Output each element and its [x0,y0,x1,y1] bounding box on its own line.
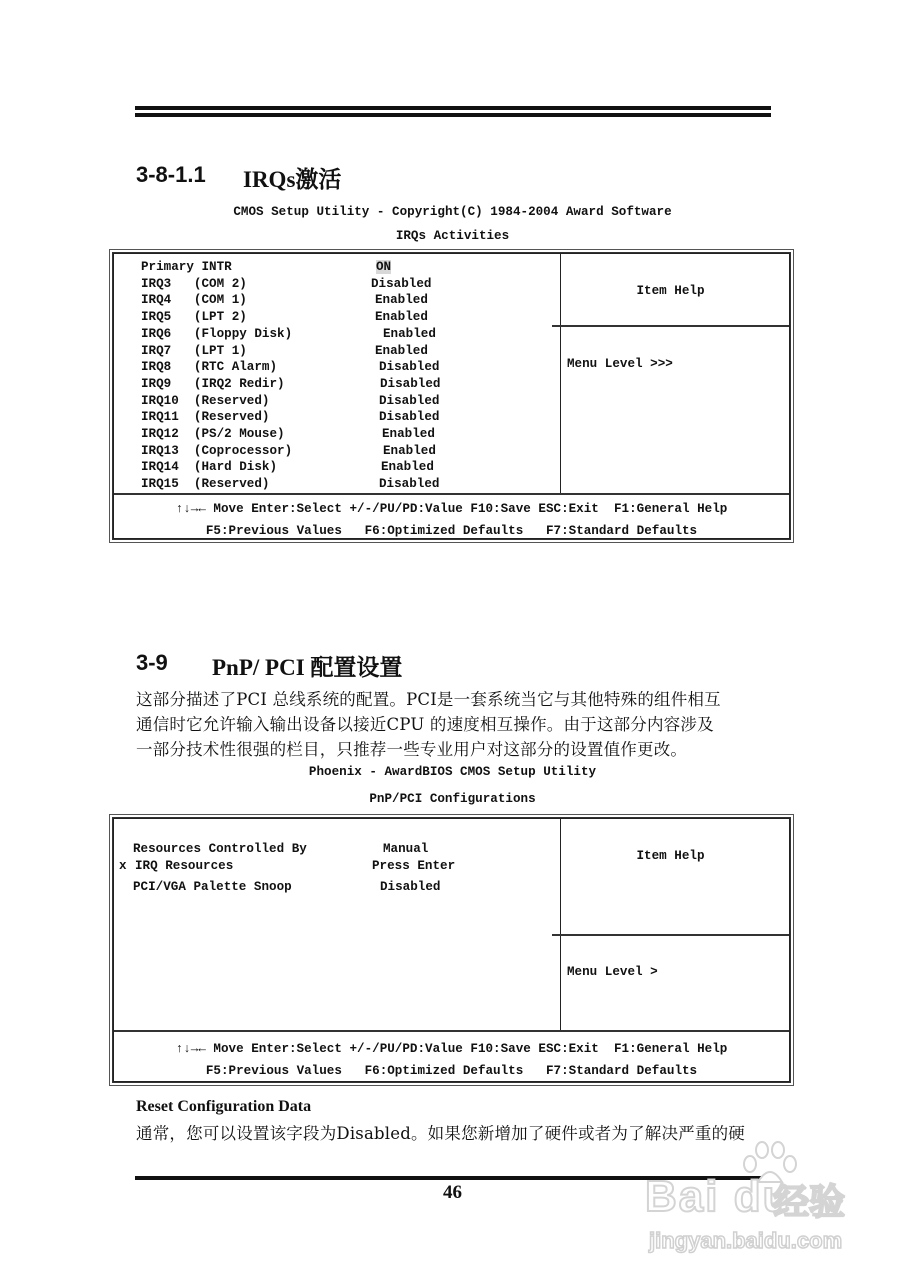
bios-subtitle-1: IRQs Activities [395,229,510,243]
setting-label: IRQ12 (PS/2 Mouse) [141,427,285,441]
setting-value: Press Enter [372,859,456,873]
bios-frame [113,253,790,539]
help-pane [552,254,789,493]
setting-label: IRQ14 (Hard Disk) [141,460,278,475]
setting-label: IRQ7 (LPT 1) [141,343,247,358]
help-pane [552,819,789,1030]
setting-value[interactable]: Enabled [383,326,436,341]
setting-value[interactable]: Enabled [381,460,434,475]
setting-value[interactable]: Enabled [375,293,428,308]
setting-value[interactable]: Disabled [380,376,441,391]
bios-header-2: Phoenix - AwardBIOS CMOS Setup Utility [308,765,597,779]
page-number: 46 [443,1182,462,1203]
bios-frame [113,818,790,1082]
baidu-brand-cn: 经验 [773,1182,846,1223]
setting-value[interactable]: Disabled [379,393,440,408]
disabled-marker: x [119,859,127,873]
setting-label: IRQ15 (Reserved) [141,477,270,492]
setting-value[interactable]: Enabled [375,343,428,358]
setting-label: IRQ9 (IRQ2 Redir) [141,376,285,391]
footer-divider [114,1030,789,1032]
paragraph-line-3: 一部分技术性很强的栏目，只推荐一些专业用户对这部分的设置值作更改。 [136,740,688,759]
setting-label: IRQ4 (COM 1) [141,293,247,308]
bios-screen-irqs [109,249,794,543]
help-divider [552,325,789,327]
setting-label: IRQ6 (Floppy Disk) [141,326,293,341]
setting-row[interactable] [114,880,560,896]
setting-label: IRQ13 (Coprocessor) [141,443,293,458]
setting-value[interactable]: Disabled [379,360,440,375]
setting-row[interactable] [114,377,560,393]
baidu-logo-text: Bai du [645,1172,792,1221]
setting-label: IRQ3 (COM 2) [141,276,247,291]
setting-row [114,859,560,875]
disabled-marker [119,880,127,894]
key-help-line-2: F5:Previous Values F6:Optimized Defaults F7:Standard Defaults [205,1064,698,1078]
setting-label: Primary INTR [141,260,232,274]
baidu-url: jingyan.baidu.com [649,1228,843,1253]
setting-value[interactable]: Enabled [383,443,436,458]
setting-label: Resources Controlled By [133,842,307,856]
paragraph-line-2: 通信时它允许输入输出设备以接近CPU 的速度相互操作。由于这部分内容涉及 [136,715,714,734]
setting-row[interactable] [114,310,560,326]
paragraph-line-1: 这部分描述了PCI 总线系统的配置。PCI是一套系统当它与其他特殊的组件相互 [136,690,721,709]
setting-row[interactable] [114,327,560,343]
settings-pane [114,254,561,493]
bios-screen-pnp-pci [109,814,794,1086]
bios-header-1: CMOS Setup Utility - Copyright(C) 1984-2004 Award Software [233,205,672,219]
key-help-line-1: ↑↓→← Move Enter:Select +/-/PU/PD:Value F10:Save ESC:Exit F1:General Help [175,1042,728,1056]
disabled-marker [119,842,127,856]
setting-row[interactable] [114,360,560,376]
reset-config-text: 通常，您可以设置该字段为Disabled。如果您新增加了硬件或者为了解决严重的硬 [136,1124,745,1143]
setting-value[interactable]: Disabled [379,410,440,425]
setting-value[interactable]: Enabled [382,427,435,441]
setting-label: PCI/VGA Palette Snoop [133,880,292,894]
key-help-line-2: F5:Previous Values F6:Optimized Defaults F7:Standard Defaults [205,524,698,538]
setting-value[interactable]: Manual [383,842,429,856]
setting-label: IRQ5 (LPT 2) [141,310,247,325]
header-rule-thin [135,113,771,117]
key-help-line-1: ↑↓→← Move Enter:Select +/-/PU/PD:Value F10:Save ESC:Exit F1:General Help [175,502,728,516]
setting-row[interactable] [114,460,560,476]
setting-row[interactable] [114,277,560,293]
setting-value[interactable]: Disabled [371,276,432,291]
setting-row[interactable] [114,444,560,460]
item-help-title: Item Help [636,284,705,298]
settings-pane [114,819,561,1030]
setting-row[interactable] [114,260,560,276]
setting-row[interactable] [114,394,560,410]
setting-label: IRQ8 (RTC Alarm) [141,360,278,375]
bios-subtitle-2: PnP/PCI Configurations [369,792,536,806]
setting-row[interactable] [114,842,560,858]
setting-row[interactable] [114,344,560,360]
setting-label: IRQ11 (Reserved) [141,410,270,425]
item-help-title: Item Help [636,849,705,863]
menu-level: Menu Level >>> [567,357,673,371]
setting-row[interactable] [114,293,560,309]
subheading-reset-configuration: Reset Configuration Data [136,1098,312,1115]
setting-row[interactable] [114,427,560,443]
footer-divider [114,493,789,495]
section-title-pnp-pci: PnP/ PCI 配置设置 [212,655,403,680]
setting-label: IRQ Resources [135,859,234,873]
setting-value[interactable]: Disabled [379,477,440,492]
setting-value[interactable]: Enabled [375,310,428,325]
setting-row[interactable] [114,410,560,426]
setting-label: IRQ10 (Reserved) [141,393,270,408]
section-number-3-9: 3-9 [136,650,168,675]
section-title-irqs: IRQs激活 [243,167,342,192]
header-rule-thick [135,106,771,110]
setting-value[interactable]: Disabled [380,880,441,894]
help-divider [552,934,789,936]
setting-value[interactable]: ON [376,260,392,274]
section-number-3-8-1-1: 3-8-1.1 [136,162,206,187]
menu-level: Menu Level > [567,965,658,979]
setting-row[interactable] [114,477,560,493]
baidu-watermark [645,1140,855,1270]
